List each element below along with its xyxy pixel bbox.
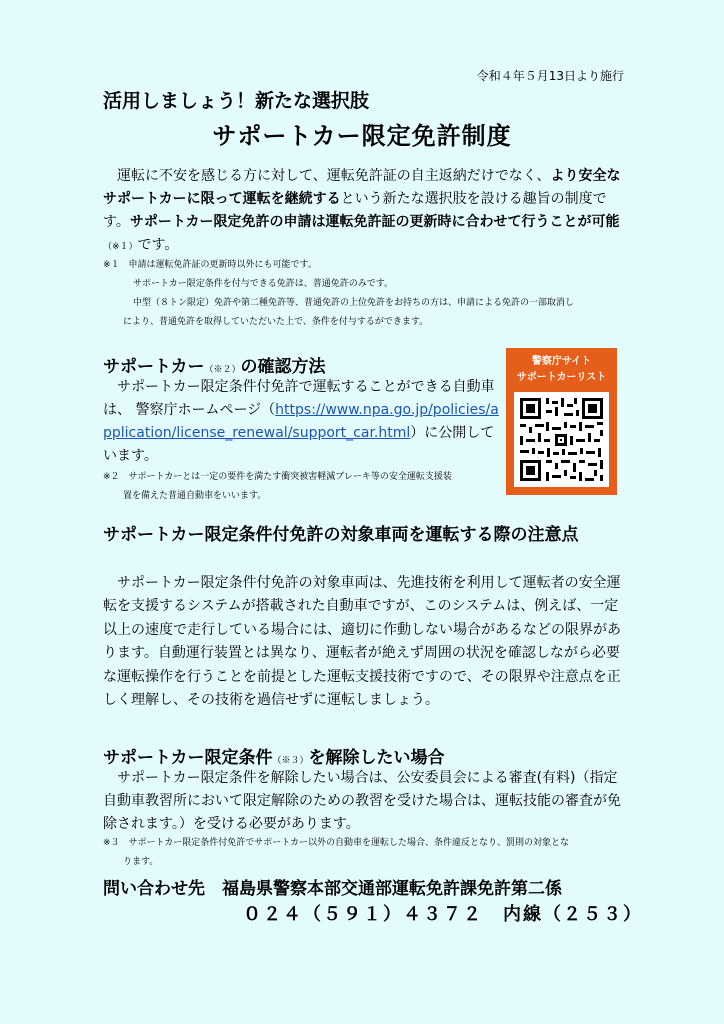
footnote-1-line-3: 中型（８トン限定）免許や第二種免許等、普通免許の上位免許をお持ちの方は、申請による免許の一部取消し (133, 298, 575, 308)
section-3-title (103, 743, 445, 768)
footnote-1-line-1: ※１ 申請は運転免許証の更新時以外にも可能です。 (103, 260, 317, 270)
page-title: サポートカー限定免許制度 (212, 122, 512, 150)
intro-footnote-ref: （※１） (103, 242, 138, 252)
intro-bold-1: より安全なサポートカーに限って運転を継続する (103, 168, 621, 207)
section-1-text-a: サポートカー限定条件付免許で運転することができる自動車は、 警察庁ホームページ（ (103, 379, 495, 418)
section-1-title-b: の確認方法 (240, 357, 326, 377)
intro-text-3: です。 (137, 237, 179, 253)
footnote-2 (103, 468, 503, 506)
footnote-2-line-2: 置を備えた普通自動車をいいます。 (123, 491, 267, 501)
intro-paragraph (103, 165, 623, 259)
footnote-3-line-1: ※３ サポートカー限定条件付免許でサポートカー以外の自動車を運転した場合、条件違反となり、罰則の対象とな (103, 838, 570, 848)
section-2-body: サポートカー限定条件付免許の対象車両は、先進技術を利用して運転者の安全運転を支援するシステムが搭載された自動車ですが、このシステムは、例えば、一定以上の速度で走行している場合には、適切に作動しない場合があるなどの限界があります。自動運行装置とは異なり、運転者が絶えず周囲の状況を確認しながら必要な運転操作を行うことを前提とした運転支援技術ですので、その限界や注意点を正しく理解し、その技術を過信せずに運転しましょう。 (103, 575, 621, 709)
footnote-1-line-4: により、普通免許を取得していただいた上で、条件を付与するができます。 (123, 317, 429, 327)
intro-text-1: 運転に不安を感じる方に対して、運転免許証の自主返納だけでなく、 (117, 168, 551, 184)
contact-label: 問い合わせ先 福島県警察本部交通部運転免許課免許第二係 (103, 879, 562, 899)
section-1-title-a: サポートカー (103, 357, 205, 377)
support-car-link[interactable]: https://www.npa.go.jp/policies/application/license_renewal/support_car.html (103, 402, 499, 441)
footnote-3-line-2: ります。 (123, 857, 159, 867)
intro-bold-2: サポートカー限定免許の申請は運転免許証の更新時に合わせて行うことが可能 (129, 214, 620, 230)
section-3-title-ref: （※３） (272, 756, 309, 766)
headline: 活用しましょう！新たな選択肢 (103, 90, 370, 112)
qr-code-icon (514, 392, 609, 487)
section-1-body (103, 376, 499, 468)
section-1-text-b: ）に公開しています。 (103, 425, 495, 464)
section-1-title (103, 352, 326, 377)
qr-code-panel[interactable] (506, 348, 617, 495)
footnote-1 (103, 256, 633, 332)
footnote-3 (103, 834, 633, 872)
footnote-1-line-2: サポートカー限定条件を付与できる免許は、普通免許のみです。 (133, 279, 394, 289)
intro-text-2: という新たな選択肢を設ける趣旨の制度です。 (103, 191, 607, 230)
effective-date: 令和４年５月13日より施行 (476, 69, 624, 83)
qr-caption (506, 348, 617, 386)
qr-caption-line-1: 警察庁サイト (531, 356, 592, 367)
section-1-title-ref: （※２） (204, 365, 241, 375)
contact-phone[interactable]: ０２４（５９１）４３７２ 内線（２５３） (243, 904, 643, 925)
footnote-2-line-1: ※２ サポートカーとは一定の要件を満たす衝突被害軽減ブレーキ等の安全運転支援装 (103, 472, 452, 482)
qr-code (514, 392, 609, 487)
section-3-title-b: を解除したい場合 (308, 748, 445, 768)
section-3-title-a: サポートカー限定条件 (103, 748, 273, 768)
qr-caption-line-2: サポートカーリスト (516, 372, 607, 383)
section-2-title: サポートカー限定条件付免許の対象車両を運転する際の注意点 (103, 525, 579, 545)
section-3-body: サポートカー限定条件を解除したい場合は、公安委員会による審査(有料)（指定自動車教習所において限定解除のための教習を受けた場合は、運転技能の審査が免除されます。）を受ける必要があります。 (103, 770, 621, 832)
